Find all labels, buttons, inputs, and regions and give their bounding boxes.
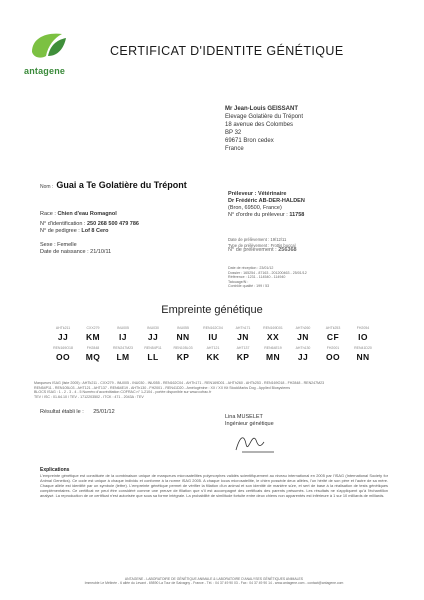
lof-label: N° de pedigree : [40,228,80,234]
dog-name: Guai a Te Golatière du Trépont [56,180,187,190]
marker-name: INU055 [177,326,189,330]
marker-cell [108,326,138,342]
vet-ordre: 11758 [289,212,305,218]
marker-allele: CF [326,332,340,342]
marker-name: REN54P11 [144,346,162,350]
kit-line: BLOCS ISAG : 1 - 2 - 3 - 4 - 5 Numéro d'accréditation COFRAC n° 1-2104 - portée disponible sur www.cofrac.fr [34,390,212,395]
signer-role: Ingénieur génétique [225,421,274,427]
owner-line: BP 32 [225,130,242,136]
marker-allele: JN [237,332,249,342]
marker-allele: KP [176,352,190,362]
vet-ordre-label: N° d'ordre du préleveur : [228,212,288,218]
dog-name-label: Nom : [40,184,54,190]
owner-line: France [225,146,244,152]
vet-block [228,191,305,219]
marker-cell [198,346,228,362]
dog-sex-birth [40,242,111,256]
marker-name: REN169O18 [53,346,73,350]
explanations-text: L'empreinte génétique est constituée de la combinaison unique de marqueurs microsatellites polymorphes validés scientifiquement au niveau international en 2005 par l'ISAG (International Society for Animal Genetics). Ce code est unique à chaque individu et conforme à la norme ISAG 2005. A chaque locus microsatellite, le chien possède deux allèles, l'un hérité de son père et l'autre de sa mère. Chaque allèle est identifié par un symbole (lettre). L'empreinte génétique permet de vérifier la filiation d'un animal et son identité de manière sûre, et sert de base à la réalisation de tests génétiques complémentaires. Ce certificat ne peut être considéré comme une preuve de filiation que s'il est accompagné des certificats des parents présumés. Les résultats ne s'appliquent qu'à l'échantillon analysé. La reproduction de ce certificat n'est autorisée que sous sa forme intégrale. La probabilité de similitude fortuite entre deux chiens non apparentés est inférieure à 1 sur 10 milliards de milliards. [40,473,388,498]
explanations-heading: Explications [40,467,70,473]
marker-name: REN169D01 [263,326,283,330]
marker-name: REN64E19 [264,346,282,350]
owner-line: 69671 Bron cedex [225,138,274,144]
sample-num-label: N° de prélèvement : [228,247,277,254]
footer-line: Immeuble Le Mélinée - 6 allée du Levant - 69890 La Tour de Salvagny - France - Tél. : 04 37 49 90 03 - Fax : 04 37 49 90 14 - www.antagene.com - contact@antagene.com [84,581,344,586]
marker-allele: OO [55,352,71,362]
marker-cell [198,326,228,342]
marker-cell [288,326,318,342]
marker-cell [48,346,78,362]
dog-name-row [40,180,187,190]
sample-block [228,237,297,254]
marker-allele: LL [147,352,159,362]
analysis-line: Tatouage/N : [228,279,249,284]
marker-cell [78,346,108,362]
marker-name: AHT137 [236,346,250,350]
marker-allele: JN [297,332,309,342]
result-date-row [40,409,115,415]
marker-name: FH2054 [356,326,370,330]
marker-name: REN162C04 [203,326,223,330]
page-title: CERTIFICAT D'IDENTITE GÉNÉTIQUE [110,44,344,58]
marker-cell [318,346,348,362]
marker-allele: NN [356,352,370,362]
owner-line: 18 avenue des Colombes [225,122,294,128]
lof-value: Lof 8 Cero [81,228,109,234]
marker-cell [108,346,138,362]
marker-allele: IJ [119,332,127,342]
marker-cell [318,326,348,342]
marker-name: INU030 [147,326,159,330]
marker-cell [348,326,378,342]
kit-line: TEV / ISC : 01.64.10 / TEV - 1712203502 - ITCK : 471 - 2043A : TEV [34,394,144,399]
id-label: N° d'identification : [40,221,86,227]
owner-name: Mr Jean-Louis GEISSANT [225,106,299,112]
marker-cell [138,326,168,342]
signature-icon [230,428,280,458]
marker-allele: NN [176,332,190,342]
marker-name: CXX279 [86,326,100,330]
analysis-block [228,266,307,289]
marker-name: AHTh260 [295,326,311,330]
marker-cell [258,346,288,362]
marker-cell [168,346,198,362]
sample-type-label: Type de prélèvement : [228,242,270,248]
marker-allele: KM [85,332,101,342]
section-title: Empreinte génétique [161,304,263,316]
marker-name: FH2001 [326,346,340,350]
marker-cell [348,346,378,362]
logo-text: antagene [24,66,66,76]
antagene-logo-icon [28,28,70,62]
vet-ordre-row [228,212,305,219]
marker-name: AHTk211 [55,326,71,330]
marker-allele: OO [325,352,341,362]
marker-cell [288,346,318,362]
marker-allele: IO [358,332,368,342]
sample-date: 19/12/11 [270,237,287,242]
marker-allele: KK [206,352,220,362]
marker-name: REN105L03 [173,346,193,350]
genetic-markers-grid [48,326,378,362]
marker-allele: LM [116,352,130,362]
vet-name: Dr Frédéric AB-DER-HALDEN [228,198,305,204]
marker-name: AHTh130 [295,346,311,350]
sample-num: 256368 [278,247,297,254]
marker-cell [138,346,168,362]
id-value: 250 268 500 479 786 [86,221,139,227]
owner-address [225,105,303,153]
sample-date-label: Date de prélèvement : [228,237,270,242]
kit-info [34,381,384,399]
marker-allele: MN [265,352,281,362]
marker-cell [258,326,288,342]
sex-label: Sexe : [40,242,56,248]
analysis-line: Contrôle qualité : 199 / 53 [228,284,270,289]
footer-line: ANTAGENE - LABORATOIRE DE GÉNÉTIQUE ANIMALE & LABORATOIRE D'ANALYSES GÉNÉTIQUES ANIMALES [124,577,304,581]
signer-block [225,414,274,428]
vet-role: Préleveur : Vétérinaire [228,191,287,197]
birth-label: Date de naissance : [40,249,89,255]
owner-line: Elevage Golatière du Trépont [225,114,304,120]
marker-cell [78,326,108,342]
vet-city: (Bron, 69500, France) [228,205,282,211]
marker-name: AHTh171 [235,326,251,330]
footer [40,577,388,586]
sample-type: Frottis buccal [270,242,296,248]
analysis-line: Dossier : 165254 - 87163 - 201200463 - 25/01/12 [228,270,307,275]
marker-allele: KP [236,352,250,362]
marker-allele: JJ [297,352,309,362]
marker-allele: IU [208,332,218,342]
analysis-line: Date de réception : 23/01/12 [228,266,274,270]
result-date: 25/01/12 [93,409,115,415]
dog-details [40,211,139,235]
marker-name: REN247M23 [112,346,134,350]
marker-cell [168,326,198,342]
explanations [40,467,388,499]
marker-name: AHT121 [206,346,220,350]
marker-allele: MQ [85,352,101,362]
birth-value: 21/10/11 [90,249,112,255]
marker-allele: JJ [57,332,69,342]
marker-name: REN41D20 [354,346,372,350]
marker-name: AHTk253 [325,326,341,330]
race-label: Race : [40,211,56,217]
signer-name: Lina MUSELET [225,414,263,420]
kit-line: Marqueurs ISAG (liste 2005) : AHTk211 - CXX279 - INU005 - INU030 - INU055 - REN162C04 - AHTh171 - REN169D01 - AHTh260 - AHTk253 - REN169O18 - FH2848 - REN247M23 [34,381,325,385]
kit-line: REN54P11 - REN105L03 - AHT121 - AHT137 - REN64E19 - AHTh130 - FH2001 - REN41D20 - Amélogénine : XX / XX Kit StockMarks Dog - Applied Biosystems [34,385,291,390]
analysis-line: Référence : 1231 - 114540 - 114940 [228,275,286,280]
race-value: Chien d'eau Romagnol [57,211,117,217]
marker-cell [48,326,78,342]
marker-name: INU005 [117,326,129,330]
marker-allele: JJ [147,332,159,342]
marker-allele: XX [266,332,280,342]
sex-value: Femelle [57,242,77,248]
marker-cell [228,346,258,362]
marker-cell [228,326,258,342]
marker-name: FH2848 [86,346,100,350]
result-label: Résultat établi le : [40,409,84,415]
